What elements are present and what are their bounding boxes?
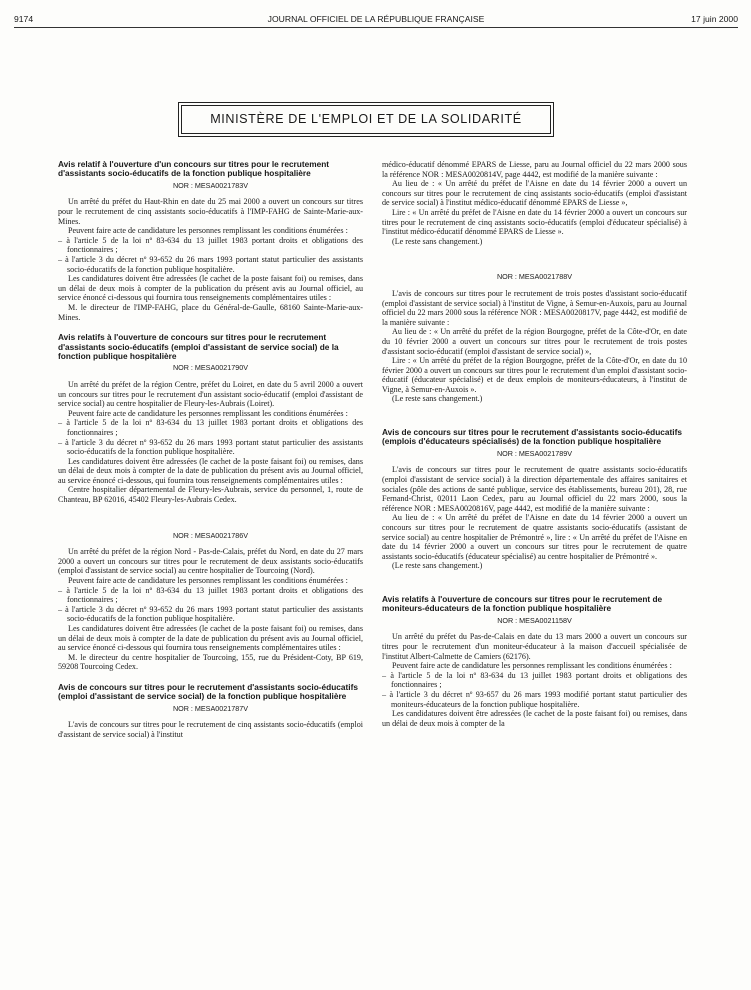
paragraph: Un arrêté du préfet du Haut-Rhin en date du 25 mai 2000 a ouvert un concours sur titres pour le recrutement de cinq assistants socio-éducatifs à l'IMP-FAHG de Sainte-Marie-aux-Mines. <box>58 197 363 226</box>
notice-title: Avis relatifs à l'ouverture de concours sur titres pour le recrutement d'assistants socio-éducatifs (emploi d'assistant de service social) de la fonction publique hospitalière <box>58 332 339 361</box>
paragraph: (Le reste sans changement.) <box>392 394 483 404</box>
notice-title: Avis de concours sur titres pour le recrutement d'assistants socio-éducatifs (emploi d'assistant de service social) de la fonction publique hospitalière <box>58 681 358 702</box>
paragraph: Un arrêté du préfet du Pas-de-Calais en date du 13 mars 2000 a ouvert un concours sur titres pour le recrutement d'un moniteur-éducateur à la maison d'accueil spécialisée de l'institut Albert-Calmette de Camiers (62176). <box>382 632 687 661</box>
paragraph: M. le directeur du centre hospitalier de Tourcoing, 155, rue du Président-Coty, BP 619, 59208 Tourcoing Cedex. <box>58 652 363 672</box>
spacer <box>382 246 687 270</box>
nor-reference: NOR : MESA0021789V <box>496 448 573 458</box>
paragraph: Lire : « Un arrêté du préfet de la région Bourgogne, préfet de la Côte-d'Or, en date du 10 février 2000 a ouvert un concours sur titres pour le recrutement d'un emploi d'assistant socio-éducatif (éducateur spécialisé) et de deux emplois de moniteurs-éducateurs, à l'institut de Vigne, à Semur-en-Auxois ». <box>382 356 687 394</box>
spacer <box>58 505 363 529</box>
paragraph: Au lieu de : « Un arrêté du préfet de la région Bourgogne, préfet de la Côte-d'Or, en date du 10 février 2000 a ouvert un concours sur titres pour le recrutement de trois postes d'assistant socio-éducatif (emploi d'assistant de service social) », <box>382 327 687 356</box>
notice-title: Avis de concours sur titres pour le recrutement d'assistants socio-éducatifs (emplois d'éducateurs spécialisés) de la fonction publique hospitalière <box>382 427 682 447</box>
paragraph: médico-éducatif dénommé EPARS de Liesse, paru au Journal officiel du 22 mars 2000 sous la référence NOR : MESA0020814V, page 4442, est modifié de la manière suivante : <box>382 160 687 179</box>
notice-title: Avis relatif à l'ouverture d'un concours sur titres pour le recrutement d'assistants socio-éducatifs de la fonction publique hospitalière <box>58 160 330 179</box>
list-item: – à l'article 3 du décret nº 93-657 du 26 mars 1993 modifié portant statut particulier des moniteurs-éducateurs de la fonction publique hospitalière. <box>382 689 687 709</box>
spacer <box>382 404 687 428</box>
nor-reference: NOR : MESA0021787V <box>172 703 249 713</box>
paragraph: L'avis de concours sur titres pour le recrutement de trois postes d'assistant socio-éducatif (emploi d'assistant de service social) à l'institut de Vigne, à Semur-en-Auxois, paru au Journal officiel du 22 mars 2000 sous la référence NOR : MESA0020817V, page 4442, est modifié de la manière suivante : <box>382 288 687 327</box>
paragraph: Centre hospitalier départemental de Fleury-les-Aubrais, service du personnel, 1, route de Chanteau, BP 62016, 45402 Fleury-les-Aubrais Cedex. <box>58 485 363 505</box>
list-item: – à l'article 5 de la loi nº 83-634 du 13 juillet 1983 portant droits et obligations des fonctionnaires ; <box>382 670 687 690</box>
left-column <box>58 160 363 986</box>
notice-title: Avis relatifs à l'ouverture de concours sur titres pour le recrutement de moniteurs-éducateurs de la fonction publique hospitalière <box>382 594 663 614</box>
ministry-heading: MINISTÈRE DE L'EMPLOI ET DE LA SOLIDARITÉ <box>181 105 551 134</box>
list-item: – à l'article 5 de la loi nº 83-634 du 13 juillet 1983 portant droits et obligations des fonctionnaires ; <box>58 235 363 255</box>
nor-reference: NOR : MESA0021783V <box>172 180 249 190</box>
nor-reference: NOR : MESA0021158V <box>497 615 572 625</box>
paragraph: (Le reste sans changement.) <box>392 236 483 246</box>
nor-reference: NOR : MESA0021786V <box>172 530 249 540</box>
paragraph: Au lieu de : « Un arrêté du préfet de l'Aisne en date du 14 février 2000 a ouvert un concours sur titres pour le recrutement de quatre assistants socio-éducatifs (assistant de service social) au centre hospitalier de Prémontré », lire : « Un arrêté du préfet de l'Aisne en date du 14 février 2000 a ouvert un concours sur titres pour le recrutement de quatre assistants socio-éducatifs (éducateur spécialisé) au centre hospitalier de Prémontré ». <box>382 513 687 561</box>
paragraph: L'avis de concours sur titres pour le recrutement de cinq assistants socio-éducatifs (emploi d'assistant de service social) à l'institut <box>58 720 363 739</box>
paragraph: (Le reste sans changement.) <box>392 561 483 571</box>
paragraph: Peuvent faire acte de candidature les personnes remplissant les conditions énumérées : <box>68 576 348 586</box>
list-item: – à l'article 5 de la loi nº 83-634 du 13 juillet 1983 portant droits et obligations des fonctionnaires ; <box>58 418 363 437</box>
list-item: – à l'article 3 du décret nº 93-652 du 26 mars 1993 portant statut particulier des assistants socio-éducatifs de la fonction publique hospitalière. <box>58 604 363 624</box>
paragraph: Les candidatures doivent être adressées (le cachet de la poste faisant foi) ou remises, dans un délai de deux mois à compter de la <box>382 709 687 728</box>
list-item: – à l'article 3 du décret nº 93-652 du 26 mars 1993 portant statut particulier des assistants socio-éducatifs de la fonction publique hospitalière. <box>58 254 363 274</box>
list-item: – à l'article 3 du décret nº 93-652 du 26 mars 1993 portant statut particulier des assistants socio-éducatifs de la fonction publique hospitalière. <box>58 437 363 457</box>
paragraph: Un arrêté du préfet de la région Centre, préfet du Loiret, en date du 5 avril 2000 a ouvert un concours sur titres pour le recrutement d'un assistant socio-éducatif (emploi d'assistant de service social) au centre hospitalier de Fleury-les-Aubrais (Loiret). <box>58 379 363 409</box>
nor-reference: NOR : MESA0021788V <box>496 272 573 282</box>
paragraph: Un arrêté du préfet de la région Nord - Pas-de-Calais, préfet du Nord, en date du 27 mars 2000 a ouvert un concours sur titres pour le recrutement de deux assistants socio-éducatifs (emploi d'assistant de service social) au centre hospitalier de Tourcoing (Nord). <box>58 547 363 576</box>
paragraph: Peuvent faire acte de candidature les personnes remplissant les conditions énumérées : <box>68 226 348 236</box>
header-rule <box>14 27 738 28</box>
paragraph: Les candidatures doivent être adressées (le cachet de la poste faisant foi) ou remises, dans un délai de deux mois à compter de la date de publication du présent avis au Journal officiel, au service énoncé ci-dessous qui fournira tous renseignements complémentaires utiles : <box>58 624 363 653</box>
journal-title: JOURNAL OFFICIEL DE LA RÉPUBLIQUE FRANÇAISE <box>267 14 485 24</box>
paragraph: L'avis de concours sur titres pour le recrutement de quatre assistants socio-éducatifs (emploi d'assistant de service social) à la direction départementale des affaires sanitaires et sociales (pôle des actions de santé publique, service des établissements, bureau 201), 28, rue Fernand-Christ, 02011 Laon Cedex, paru au Journal officiel du 22 mars 2000, sous la référence NOR : MESA0020816V, page 4442, est modifié de la manière suivante : <box>382 465 687 513</box>
page-header <box>14 14 738 28</box>
list-item: – à l'article 5 de la loi nº 83-634 du 13 juillet 1983 portant droits et obligations des fonctionnaires ; <box>58 585 363 605</box>
spacer <box>382 571 687 595</box>
paragraph: Les candidatures doivent être adressées (le cachet de la poste faisant foi) ou remises, dans un délai de deux mois à compter de la publication du présent avis au Journal officiel, au service énoncé ci-dessous qui fournira tous renseignements complémentaires utiles : <box>58 274 363 303</box>
page-number: 9174 <box>14 14 34 24</box>
nor-reference: NOR : MESA0021790V <box>172 363 249 373</box>
right-column <box>382 160 687 986</box>
paragraph: Peuvent faire acte de candidature les personnes remplissant les conditions énumérées : <box>68 408 348 418</box>
paragraph: Les candidatures doivent être adressées (le cachet de la poste faisant foi) ou remises, dans un délai de deux mois à compter de la date de publication du présent avis au Journal officiel, au service énoncé ci-dessous, qui fournira tous renseignements complémentaires utiles : <box>58 456 363 485</box>
paragraph: Lire : « Un arrêté du préfet de l'Aisne en date du 14 février 2000 a ouvert un concours sur titres pour le recrutement de cinq assistants socio-éducatifs (emploi d'éducateur spécialisé) à l'institut médico-éducatif dénommé EPARS de Liesse ». <box>382 207 687 237</box>
issue-date: 17 juin 2000 <box>691 14 738 24</box>
paragraph: Peuvent faire acte de candidature les personnes remplissant les conditions énumérées : <box>392 661 672 671</box>
paragraph: M. le directeur de l'IMP-FAHG, place du Général-de-Gaulle, 68160 Sainte-Marie-aux-Mines. <box>58 302 363 322</box>
paragraph: Au lieu de : « Un arrêté du préfet de l'Aisne en date du 14 février 2000 a ouvert un concours sur titres pour le recrutement de cinq assistants socio-éducatifs (emploi d'assistant de service social) à l'institut médico-éducatif dénommé EPARS de Liesse », <box>382 179 687 208</box>
